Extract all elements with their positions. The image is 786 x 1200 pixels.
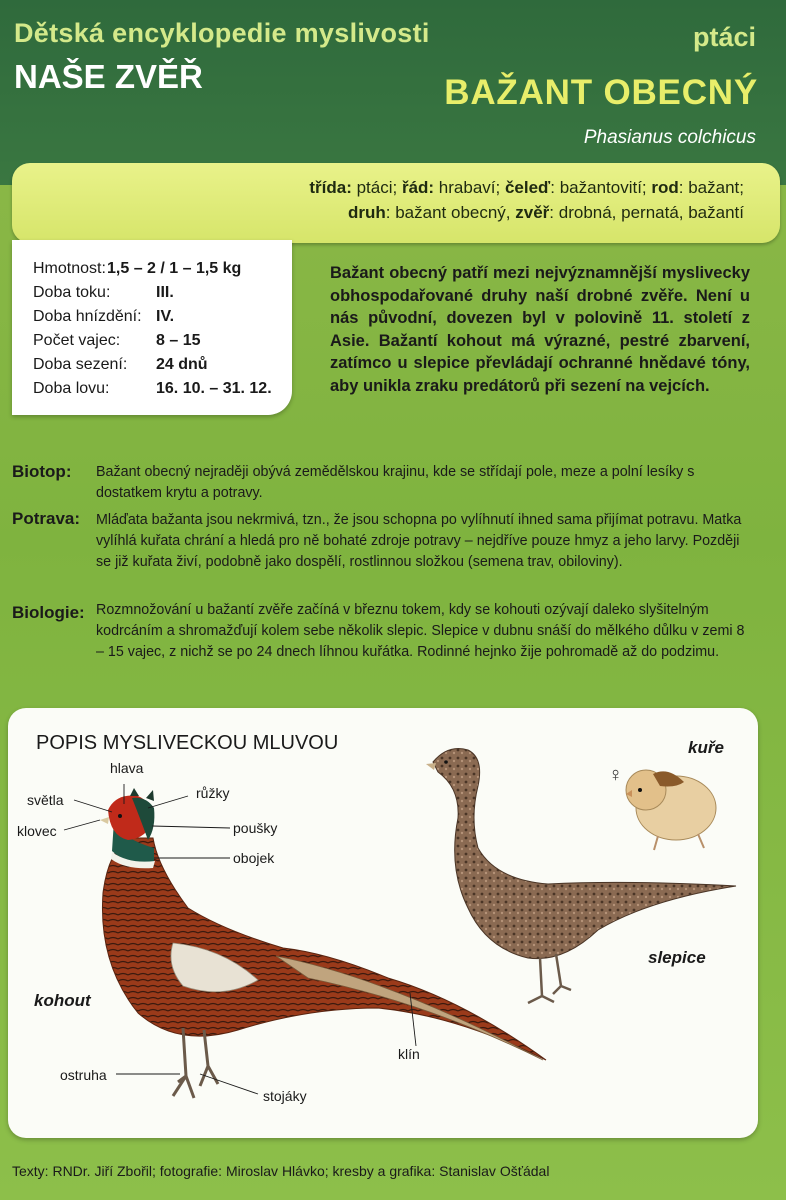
section-label-biologie: Biologie: bbox=[12, 603, 85, 622]
section-text-biologie: Rozmnožování u bažantí zvěře začíná v březnu tokem, kdy se kohouti ozývají daleko slyšitelným kodrcáním a shromažďují kolem sebe několik slepic. Slepice v dubnu snáší do mělkého důlku v zemi 8 – 15 vajec, z nichž se po 24 dnech líhnou kuřátka. Rodinné hejnko žije pohromadě až do podzimu. bbox=[96, 602, 745, 660]
latin-name: Phasianus colchicus bbox=[583, 127, 756, 148]
species-title: BAŽANT OBECNÝ bbox=[444, 73, 758, 112]
diagram-title: POPIS MYSLIVECKOU MLUVOU bbox=[36, 732, 339, 754]
series-title: Dětská encyklopedie myslivosti bbox=[14, 18, 430, 48]
bird-label-kure: kuře bbox=[688, 738, 724, 757]
section-text-potrava: Mláďata bažanta jsou nekrmivá, tzn., že jsou schopna po vylíhnutí ihned sama přijímat potravu. Matka vylíhlá kuřata chrání a hledá pro ně bohaté zdroje potravy – nejdříve pouze hmyz a jeho larvy. Později se již kuřata živí, podobně jako dospělí, rostlinnou složkou (semena trav, obiloviny). bbox=[96, 512, 742, 570]
part-label-klin: klín bbox=[398, 1046, 420, 1062]
kure-drawing bbox=[626, 770, 716, 850]
part-label-ostruha: ostruha bbox=[60, 1067, 107, 1083]
part-label-obojek: obojek bbox=[233, 850, 275, 866]
part-label-hlava: hlava bbox=[110, 760, 144, 776]
part-label-stojaky: stojáky bbox=[263, 1088, 307, 1104]
part-label-ruzky: růžky bbox=[196, 785, 230, 801]
bird-label-slepice: slepice bbox=[648, 948, 706, 967]
female-symbol-icon: ♀ bbox=[608, 764, 623, 786]
section-text-biotop: Bažant obecný nejraději obývá zemědělskou krajinu, kde se střídají pole, meze a polní lesíky s dostatkem krytu a potravy. bbox=[96, 464, 695, 501]
footer-credits: Texty: RNDr. Jiří Zbořil; fotografie: Miroslav Hlávko; kresby a grafika: Stanislav Ošťádal bbox=[12, 1163, 550, 1179]
part-label-klovec: klovec bbox=[17, 823, 57, 839]
part-label-svetla: světla bbox=[27, 792, 64, 808]
category-label: ptáci bbox=[692, 22, 756, 52]
taxonomy-line-1: třída: ptáci; řád: hrabaví; čeleď: bažantovití; rod: bažant; bbox=[309, 178, 744, 197]
intro-paragraph: Bažant obecný patří mezi nejvýznamnější myslivecky obhospodařované druhy naší drobné zvěře. Není u nás původní, dovezen byl v polovině 11. století z Asie. Bažantí kohout má výrazné, pestré zbarvení, zatímco u slepice převládají ochranné hnědavé tóny, aby unikla zraku predátorů při sezení na vejcích. bbox=[330, 264, 750, 395]
part-label-pousky: poušky bbox=[233, 820, 278, 836]
taxonomy-line-2: druh: bažant obecný, zvěř: drobná, pernatá, bažantí bbox=[348, 203, 744, 222]
section-name: NAŠE ZVĚŘ bbox=[14, 58, 203, 95]
section-label-biotop: Biotop: bbox=[12, 462, 72, 481]
bird-label-kohout: kohout bbox=[34, 991, 91, 1010]
kohout-drawing bbox=[100, 788, 546, 1098]
section-label-potrava: Potrava: bbox=[12, 509, 81, 528]
